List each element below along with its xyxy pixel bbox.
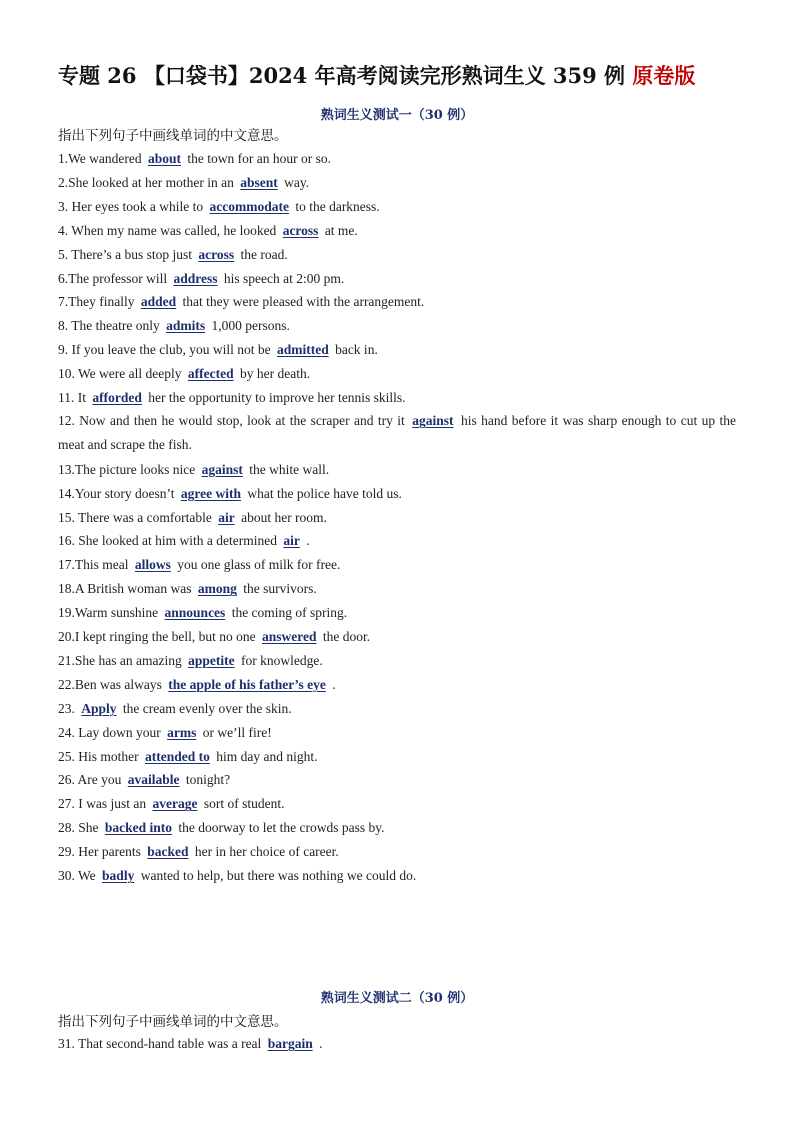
sentence-text: 10. We were all deeply <box>58 366 182 382</box>
sentence-text: the coming of spring. <box>231 605 348 621</box>
sentence-text: 13.The picture looks nice <box>58 461 196 477</box>
underlined-keyword: attended to <box>145 748 210 764</box>
sentence-text: 1,000 persons. <box>211 318 290 334</box>
underlined-keyword: admitted <box>276 342 329 358</box>
sentence-text: tonight? <box>185 772 231 788</box>
sentence-text: 19.Warm sunshine <box>58 605 159 621</box>
underlined-keyword: backed into <box>104 820 173 836</box>
sentence-text: 4. When my name was called, he looked <box>58 222 277 238</box>
list-item <box>58 1036 736 1052</box>
sentence-text: his speech at 2:00 pm. <box>223 270 345 286</box>
list-item <box>58 151 736 167</box>
sentence-text: 27. I was just an <box>58 796 147 812</box>
sentence-text: 23. <box>58 700 75 716</box>
list-item <box>58 844 736 860</box>
underlined-keyword: absent <box>240 174 278 190</box>
sentence-text: . <box>306 533 310 549</box>
section-heading: 熟词生义测试一（30 例） <box>320 108 474 123</box>
sentence-text: way. <box>284 174 310 190</box>
document-title <box>58 60 748 90</box>
document-title-main: 专题 26 【口袋书】2024 年高考阅读完形熟词生义 359 例 <box>58 63 633 88</box>
underlined-keyword: affected <box>187 366 234 382</box>
list-item <box>58 366 736 382</box>
underlined-keyword: across <box>282 222 319 238</box>
underlined-keyword: allows <box>134 557 171 573</box>
list-item <box>58 820 736 836</box>
sentence-text: 14.Your story doesn’t <box>58 485 175 501</box>
list-item <box>58 868 736 884</box>
list-item <box>58 725 736 741</box>
underlined-keyword: average <box>152 796 198 812</box>
underlined-keyword: added <box>140 294 177 310</box>
sentence-text: 12. Now and then he would stop, look at the scraper and try it <box>58 412 405 428</box>
underlined-keyword: afforded <box>92 390 142 405</box>
sentence-text: the cream evenly over the skin. <box>122 700 292 716</box>
sentence-text: 31. That second-hand table was a real <box>58 1036 262 1051</box>
list-item <box>58 486 736 502</box>
list-item <box>58 271 736 287</box>
list-item <box>58 749 736 765</box>
underlined-keyword: address <box>173 270 218 286</box>
sentence-text: 6.The professor will <box>58 270 168 286</box>
sentence-text: for knowledge. <box>240 652 323 668</box>
document-title-tag: 原卷版 <box>632 63 696 88</box>
underlined-keyword: Apply <box>81 700 117 716</box>
sentence-text: 15. There was a comfortable <box>58 509 212 525</box>
list-item <box>58 175 736 191</box>
list-item <box>58 533 736 549</box>
sentence-text: 9. If you leave the club, you will not be <box>58 342 271 358</box>
sentence-text: back in. <box>335 342 378 358</box>
sentence-text: 2.She looked at her mother in an <box>58 174 234 190</box>
section-instruction: 指出下列句子中画线单词的中文意思。 <box>58 1014 288 1030</box>
list-item <box>58 462 736 478</box>
list-item <box>58 409 736 457</box>
list-item <box>58 605 736 621</box>
list-item <box>58 677 736 693</box>
sentence-text: 28. She <box>58 820 99 836</box>
underlined-keyword: air <box>218 509 235 525</box>
list-item <box>58 581 736 597</box>
sentence-text: 3. Her eyes took a while to <box>58 198 204 214</box>
sentence-text: . <box>319 1036 323 1051</box>
sentence-text: . <box>332 676 336 692</box>
list-item <box>58 653 736 669</box>
underlined-keyword: agree with <box>180 485 242 501</box>
sentence-text: about her room. <box>241 509 327 525</box>
underlined-keyword: badly <box>102 868 135 883</box>
sentence-text: 22.Ben was always <box>58 676 162 692</box>
sentence-text: her the opportunity to improve her tennis skills. <box>148 390 406 405</box>
sentence-text: 21.She has an amazing <box>58 652 182 668</box>
sentence-text: the road. <box>240 246 288 262</box>
underlined-keyword: about <box>148 151 182 166</box>
underlined-keyword: the apple of his father’s eye <box>168 676 326 692</box>
sentence-text: his hand before it was sharp enough to cut up the meat and scrape the fish. <box>58 412 737 452</box>
sentence-text: 18.A British woman was <box>58 581 192 597</box>
underlined-keyword: across <box>198 246 235 262</box>
sentence-text: 20.I kept ringing the bell, but no one <box>58 629 256 644</box>
list-item <box>58 796 736 812</box>
list-item <box>58 510 736 526</box>
sentence-text: sort of student. <box>203 796 285 812</box>
sentence-text: the white wall. <box>249 461 330 477</box>
sentence-text: by her death. <box>239 366 311 382</box>
sentence-text: 24. Lay down your <box>58 724 161 740</box>
sentence-text: 29. Her parents <box>58 844 141 860</box>
sentence-text: the town for an hour or so. <box>187 151 331 166</box>
underlined-keyword: arms <box>167 724 197 740</box>
underlined-keyword: appetite <box>188 652 235 668</box>
underlined-keyword: among <box>197 581 237 597</box>
underlined-keyword: bargain <box>267 1036 313 1051</box>
list-item <box>58 701 736 717</box>
list-item <box>58 223 736 239</box>
sentence-text: him day and night. <box>216 748 318 764</box>
sentence-text: the survivors. <box>243 581 317 597</box>
underlined-keyword: announces <box>164 605 226 621</box>
sentence-text: wanted to help, but there was nothing we could do. <box>140 868 417 883</box>
underlined-keyword: accommodate <box>209 198 289 214</box>
section-heading: 熟词生义测试二（30 例） <box>320 991 474 1006</box>
sentence-text: or we’ll fire! <box>202 724 272 740</box>
underlined-keyword: against <box>412 412 454 428</box>
sentence-text: 1.We wandered <box>58 151 142 166</box>
sentence-text: that they were pleased with the arrangement. <box>182 294 425 310</box>
sentence-text: 30. We <box>58 868 96 883</box>
underlined-keyword: air <box>283 533 300 549</box>
underlined-keyword: backed <box>147 844 189 860</box>
underlined-keyword: admits <box>166 318 206 334</box>
section-instruction: 指出下列句子中画线单词的中文意思。 <box>58 128 288 144</box>
sentence-text: 11. It <box>58 390 86 405</box>
underlined-keyword: available <box>127 772 180 788</box>
list-item <box>58 318 736 334</box>
list-item <box>58 772 736 788</box>
sentence-text: to the darkness. <box>295 198 380 214</box>
sentence-text: 17.This meal <box>58 557 129 573</box>
sentence-text: the door. <box>322 629 371 644</box>
list-item <box>58 557 736 573</box>
underlined-keyword: against <box>201 461 243 477</box>
sentence-text: 7.They finally <box>58 294 135 310</box>
sentence-text: 16. She looked at him with a determined <box>58 533 277 549</box>
list-item <box>58 199 736 215</box>
sentence-text: what the police have told us. <box>247 485 402 501</box>
sentence-text: 25. His mother <box>58 748 139 764</box>
sentence-text: 8. The theatre only <box>58 318 160 334</box>
list-item <box>58 390 736 406</box>
list-item <box>58 294 736 310</box>
sentence-text: you one glass of milk for free. <box>177 557 341 573</box>
list-item <box>58 629 736 645</box>
list-item <box>58 342 736 358</box>
sentence-text: her in her choice of career. <box>194 844 339 860</box>
sentence-text: 26. Are you <box>58 772 122 788</box>
sentence-text: 5. There’s a bus stop just <box>58 246 192 262</box>
underlined-keyword: answered <box>261 629 317 644</box>
sentence-text: the doorway to let the crowds pass by. <box>178 820 385 836</box>
list-item <box>58 247 736 263</box>
sentence-text: at me. <box>324 222 358 238</box>
